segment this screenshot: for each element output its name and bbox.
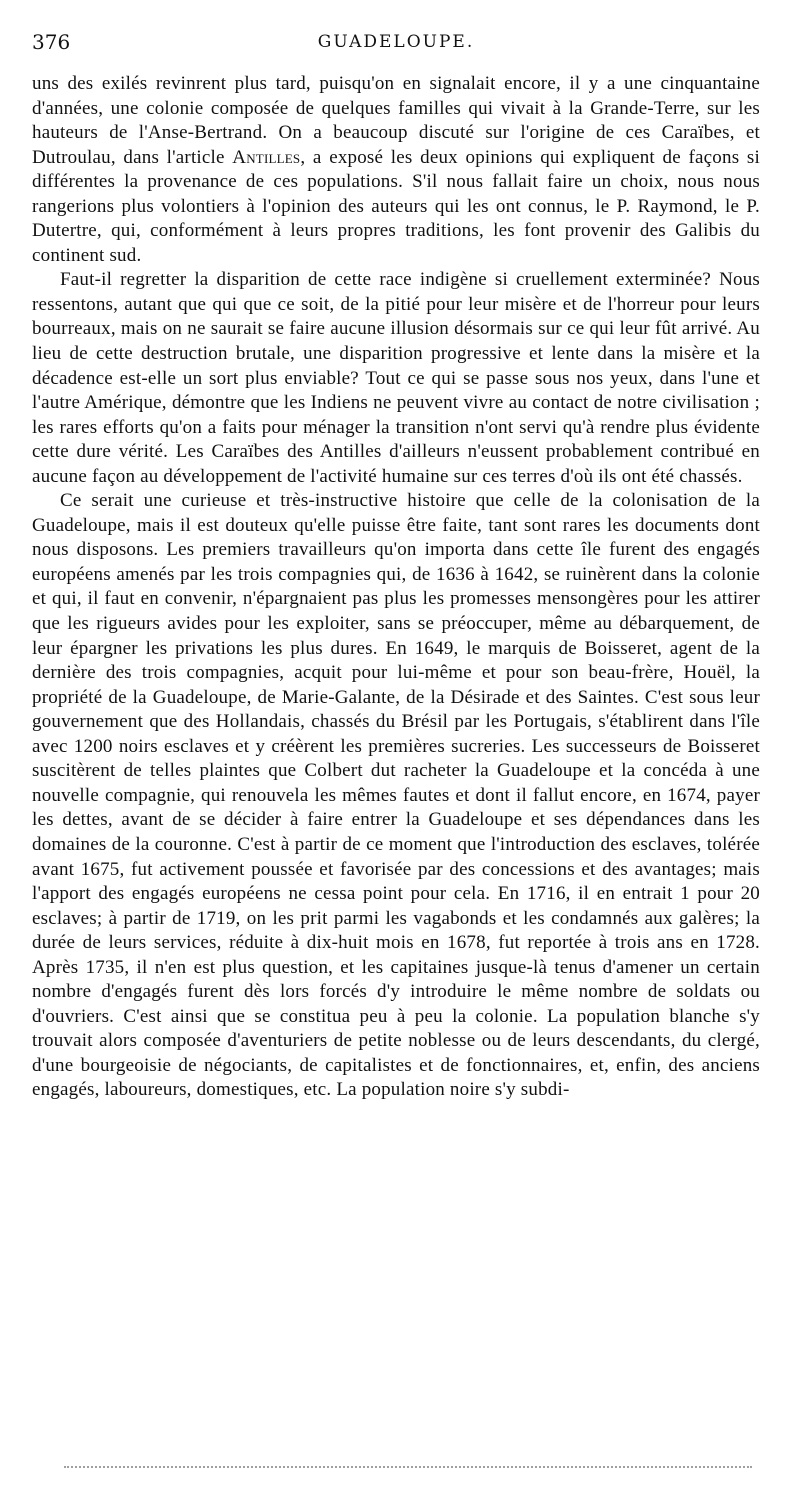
page-header bbox=[32, 30, 760, 60]
paragraph-colonization-history: Ce serait une curieuse et très-instructive histoire que celle de la colonisation de la Guadeloupe, mais il est douteux qu'elle puisse être faite, tant sont rares les documents dont nous disposons. Les premiers travailleurs qu'on importa dans cette île furent des engagés européens amenés par les trois compagnies qui, de 1636 à 1642, se ruinèrent dans la colonie et qui, il faut en convenir, n'épargnaient pas plus les promesses mensongères pour les attirer que les rigueurs avides pour les exploiter, sans se préoccuper, même au débarquement, de leur épargner les privations les plus dures. En 1649, le marquis de Boisseret, agent de la dernière des trois compagnies, acquit pour lui-même et pour son beau-frère, Houël, la propriété de la Guadeloupe, de Marie-Galante, de la Désirade et des Saintes. C'est sous leur gouvernement que des Hollandais, chassés du Brésil par les Portugais, s'établirent dans l'île avec 1200 noirs esclaves et y créèrent les premières sucreries. Les successeurs de Boisseret suscitèrent de telles plaintes que Colbert dut racheter la Guadeloupe et la concéda à une nouvelle compagnie, qui renouvela les mêmes fautes et dont il fallut encore, en 1674, payer les dettes, avant de se décider à faire entrer la Guadeloupe et ses dépendances dans les domaines de la couronne. C'est à partir de ce moment que l'introduction des esclaves, tolérée avant 1675, fut activement poussée et favorisée par des concessions et des avantages; mais l'apport des engagés européens ne cessa point pour cela. En 1716, il en entrait 1 pour 20 esclaves; à partir de 1719, on les prit parmi les vagabonds et les condamnés aux galères; la durée de leurs services, réduite à dix-huit mois en 1678, fut reportée à trois ans en 1728. Après 1735, il n'en est plus question, et les capitaines jusque-là tenus d'amener un certain nombre d'engagés furent dès lors forcés d'y introduire le même nombre de soldats ou d'ouvriers. C'est ainsi que se constitua peu à peu la colonie. La population blanche s'y trouvait alors composée d'aventuriers de petite noblesse ou de leurs descendants, du clergé, d'une bourgeoisie de négociants, de capitalistes et de fonctionnaires, et, enfin, des anciens engagés, laboureurs, domestiques, etc. La population noire s'y subdi- bbox=[32, 490, 760, 1101]
paragraph-text-part: uns des exilés revinrent plus tard, puisqu'on en signalait encore, il y a une cinquantaine d'années, une colonie composée de quelques familles qui vivait à la Grande-Terre, sur les hauteurs de l'Anse-Bertrand. On a beaucoup discuté sur l'origine de ces Caraïbes, et Dutroulau, dans l'article bbox=[32, 73, 760, 168]
footer-divider bbox=[64, 1466, 752, 1468]
paragraph-disappearance: Faut-il regretter la disparition de cette race indigène si cruellement exterminée? Nous ressentons, autant que qui que ce soit, de la pitié pour leur misère et de l'horreur pour leurs bourreaux, mais on ne saurait se faire aucune illusion désormais sur ce qui leur fût arrivé. Au lieu de cette destruction brutale, une disparition progressive et lente dans la misère et la décadence est-elle un sort plus enviable? Tout ce qui se passe sous nos yeux, dans l'une et l'autre Amérique, démontre que les Indiens ne peuvent vivre au contact de notre civilisation ; les rares efforts qu'on a faits pour ménager la transition n'ont servi qu'à rendre plus évidente cette dure vérité. Les Caraïbes des Antilles d'ailleurs n'eussent probablement contribué en aucune façon au développement de l'activité humaine sur ces terres d'où ils ont été chassés. bbox=[32, 269, 760, 487]
article-reference-antilles: Antilles bbox=[232, 146, 301, 168]
body-text bbox=[32, 72, 760, 1103]
paragraph-caribs-origin bbox=[32, 72, 760, 268]
paragraph-text-part: , a exposé les deux opinions qui expliquent de façons si différentes la provenance de ces populations. S'il nous fallait faire un choix, nous nous rangerions plus volontiers à l'opinion des auteurs qui les ont connus, le P. Raymond, le P. Dutertre, qui, conformément à leurs propres traditions, les font provenir des Galibis du continent sud. bbox=[32, 146, 761, 266]
page-number: 376 bbox=[32, 30, 71, 54]
running-title: GUADELOUPE. bbox=[317, 32, 475, 52]
